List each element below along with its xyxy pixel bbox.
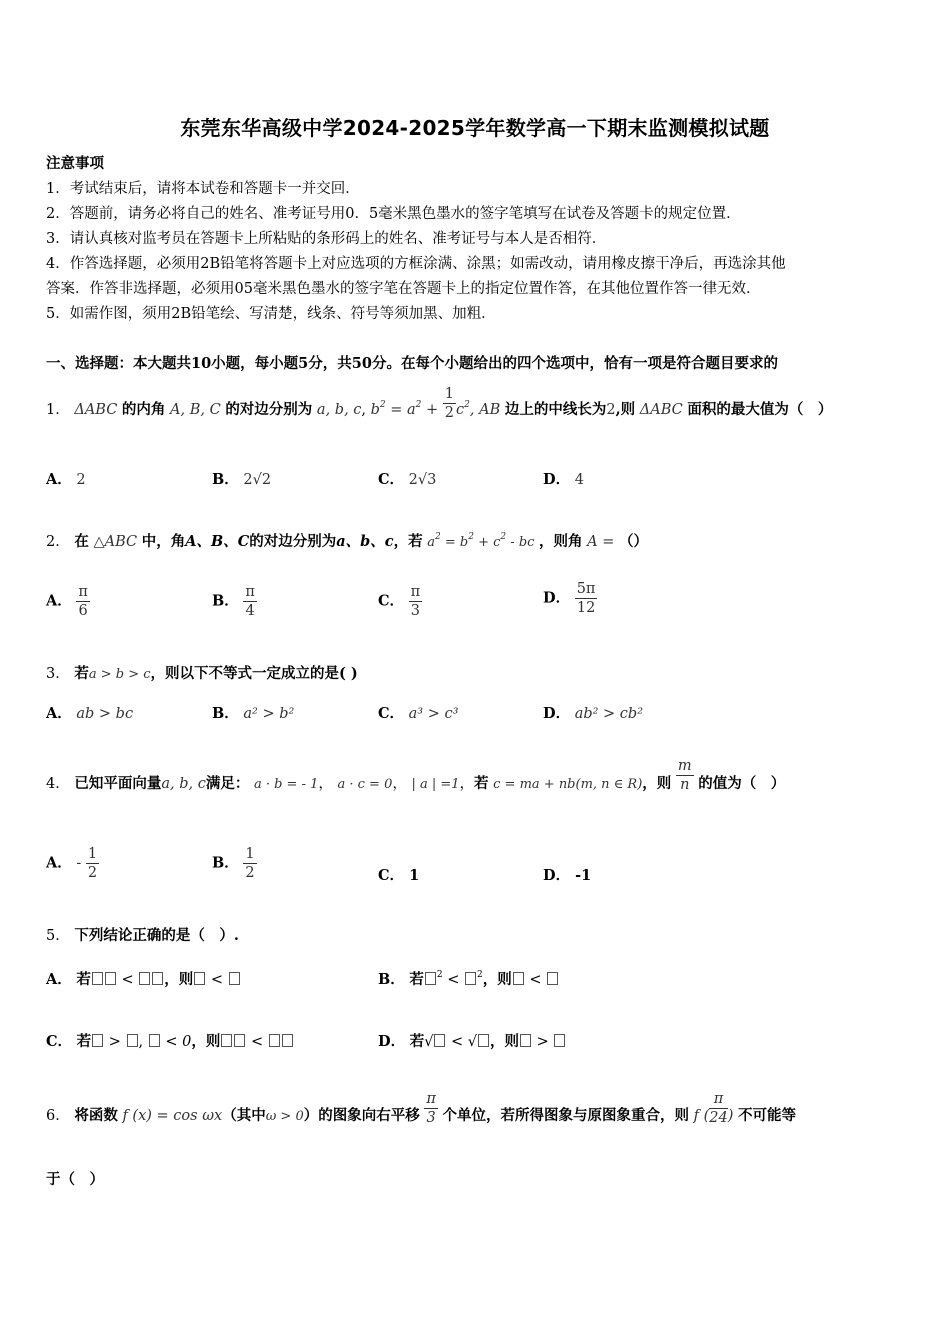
q2-equation: $a^2 = b^2 + c^2$ - bc bbox=[427, 532, 535, 550]
section-heading: 一、选择题：本大题共10小题，每小题5分，共50分。在每个小题给出的四个选项中，恰有一项是符合题目要求的 bbox=[46, 355, 778, 372]
q1-half: $\frac{1}{2}$ bbox=[444, 385, 455, 421]
q1-option-b[interactable]: B． 2√2 bbox=[212, 471, 272, 488]
q1-option-c[interactable]: C． 2√3 bbox=[378, 471, 437, 488]
q3-option-a[interactable]: A． ab > bc bbox=[46, 705, 134, 722]
q2-option-b[interactable]: B． $\frac{\pi}{4}$ bbox=[212, 584, 255, 619]
q6-function: f (x) = cos ωx bbox=[122, 1108, 223, 1124]
q1-equation: $b^2 = a^2$ + bbox=[370, 400, 443, 418]
q1-angles: A, B, C bbox=[170, 402, 221, 418]
notice-heading: 注意事项 bbox=[46, 155, 104, 172]
question-1: 1． ΔABC 的内角 A, B, C 的对边分别为 a, b, c, $b^2 = a^2$ + $\frac{1}{2}$ $c^2$, AB 边上的中线长为2,则 ΔABC 面积的最大值为（ ） bbox=[46, 385, 833, 421]
q4-option-c[interactable]: C． 1 bbox=[378, 867, 420, 884]
q6-shift: $\frac{\pi}{3}$ bbox=[426, 1090, 436, 1126]
question-6: 6． 将函数 f (x) = cos ωx（其中ω > 0）的图象向右平移 $\frac{\pi}{3}$ 个单位，若所得图象与原图象重合，则 f ( $\frac{\pi}{24}$ ) 不可能等 bbox=[46, 1090, 796, 1126]
q6-arg: $\frac{\pi}{24}$ bbox=[709, 1090, 728, 1126]
question-6-cont: 于（ ） bbox=[46, 1171, 104, 1188]
q5-option-c[interactable]: C． 若 > , < 0，则 < bbox=[46, 1030, 294, 1051]
q1-triangle: ΔABC bbox=[74, 402, 118, 418]
q5-option-d[interactable]: D． 若√ < √ ，则 > bbox=[378, 1030, 566, 1051]
q1-option-d[interactable]: D． 4 bbox=[543, 471, 584, 488]
q4-option-a[interactable]: A． - $\frac{1}{2}$ bbox=[46, 846, 98, 881]
question-4: 4． 已知平面向量a, b, c满足： a · b = - 1， a · c = 0， | a | =1，若 c = ma + nb(m, n ∈ R)，则 $\frac{m}{n}$ 的值为（ ） bbox=[46, 757, 786, 793]
q4-option-d[interactable]: D． -1 bbox=[543, 867, 592, 884]
question-5: 5． 下列结论正确的是（ ）. bbox=[46, 927, 239, 944]
q1-number: 1． bbox=[46, 402, 70, 418]
q4-option-b[interactable]: B． $\frac{1}{2}$ bbox=[212, 846, 255, 881]
q1-sides: a, b, c bbox=[316, 402, 362, 418]
q2-option-c[interactable]: C． $\frac{\pi}{3}$ bbox=[378, 584, 421, 619]
q3-option-d[interactable]: D． ab² > cb² bbox=[543, 705, 644, 722]
q2-option-d[interactable]: D． $\frac{5\pi}{12}$ bbox=[543, 581, 596, 616]
notice-item-3: 3．请认真核对监考员在答题卡上所粘贴的条形码上的姓名、准考证号与本人是否相符． bbox=[46, 231, 607, 247]
q3-option-b[interactable]: B． a² > b² bbox=[212, 705, 295, 722]
q2-option-a[interactable]: A． $\frac{\pi}{6}$ bbox=[46, 584, 88, 619]
q5-option-b[interactable]: B． 若 $^2$ < $^2$，则 < bbox=[378, 968, 559, 989]
notice-item-5: 5．如需作图，须用2B铅笔绘、写清楚，线条、符号等须加黑、加粗． bbox=[46, 306, 496, 322]
notice-item-1: 1．考试结束后，请将本试卷和答题卡一并交回． bbox=[46, 181, 360, 197]
q4-fraction: $\frac{m}{n}$ bbox=[677, 757, 692, 793]
q1-option-a[interactable]: A． 2 bbox=[46, 471, 86, 488]
notice-item-4: 4．作答选择题，必须用2B铅笔将答题卡上对应选项的方框涂满、涂黑；如需改动，请用橡皮擦干净后，再选涂其他 bbox=[46, 256, 786, 272]
q2-triangle: △ABC bbox=[93, 534, 138, 550]
q4-vectors: a, b, c bbox=[161, 776, 206, 792]
q3-option-c[interactable]: C． a³ > c³ bbox=[378, 705, 459, 722]
page-title: 东莞东华高级中学2024-2025学年数学高一下期末监测模拟试题 bbox=[180, 116, 770, 140]
question-2: 2． 在 △ABC 中，角A、B、C的对边分别为a、b、c，若 $a^2 = b^2 + c^2$ - bc ，则角 A = （） bbox=[46, 532, 648, 550]
notice-item-2: 2．答题前，请务必将自己的姓名、准考证号用0．5毫米黑色墨水的签字笔填写在试卷及答题卡的规定位置． bbox=[46, 206, 741, 222]
notice-item-4-cont: 答案．作答非选择题，必须用05毫米黑色墨水的签字笔在答题卡上的指定位置作答，在其他位置作答一律无效． bbox=[46, 281, 761, 297]
question-3: 3． 若a > b > c，则以下不等式一定成立的是( ) bbox=[46, 665, 358, 682]
q5-option-a[interactable]: A． 若 < ，则 < bbox=[46, 968, 241, 989]
q3-condition: a > b > c bbox=[88, 667, 151, 682]
